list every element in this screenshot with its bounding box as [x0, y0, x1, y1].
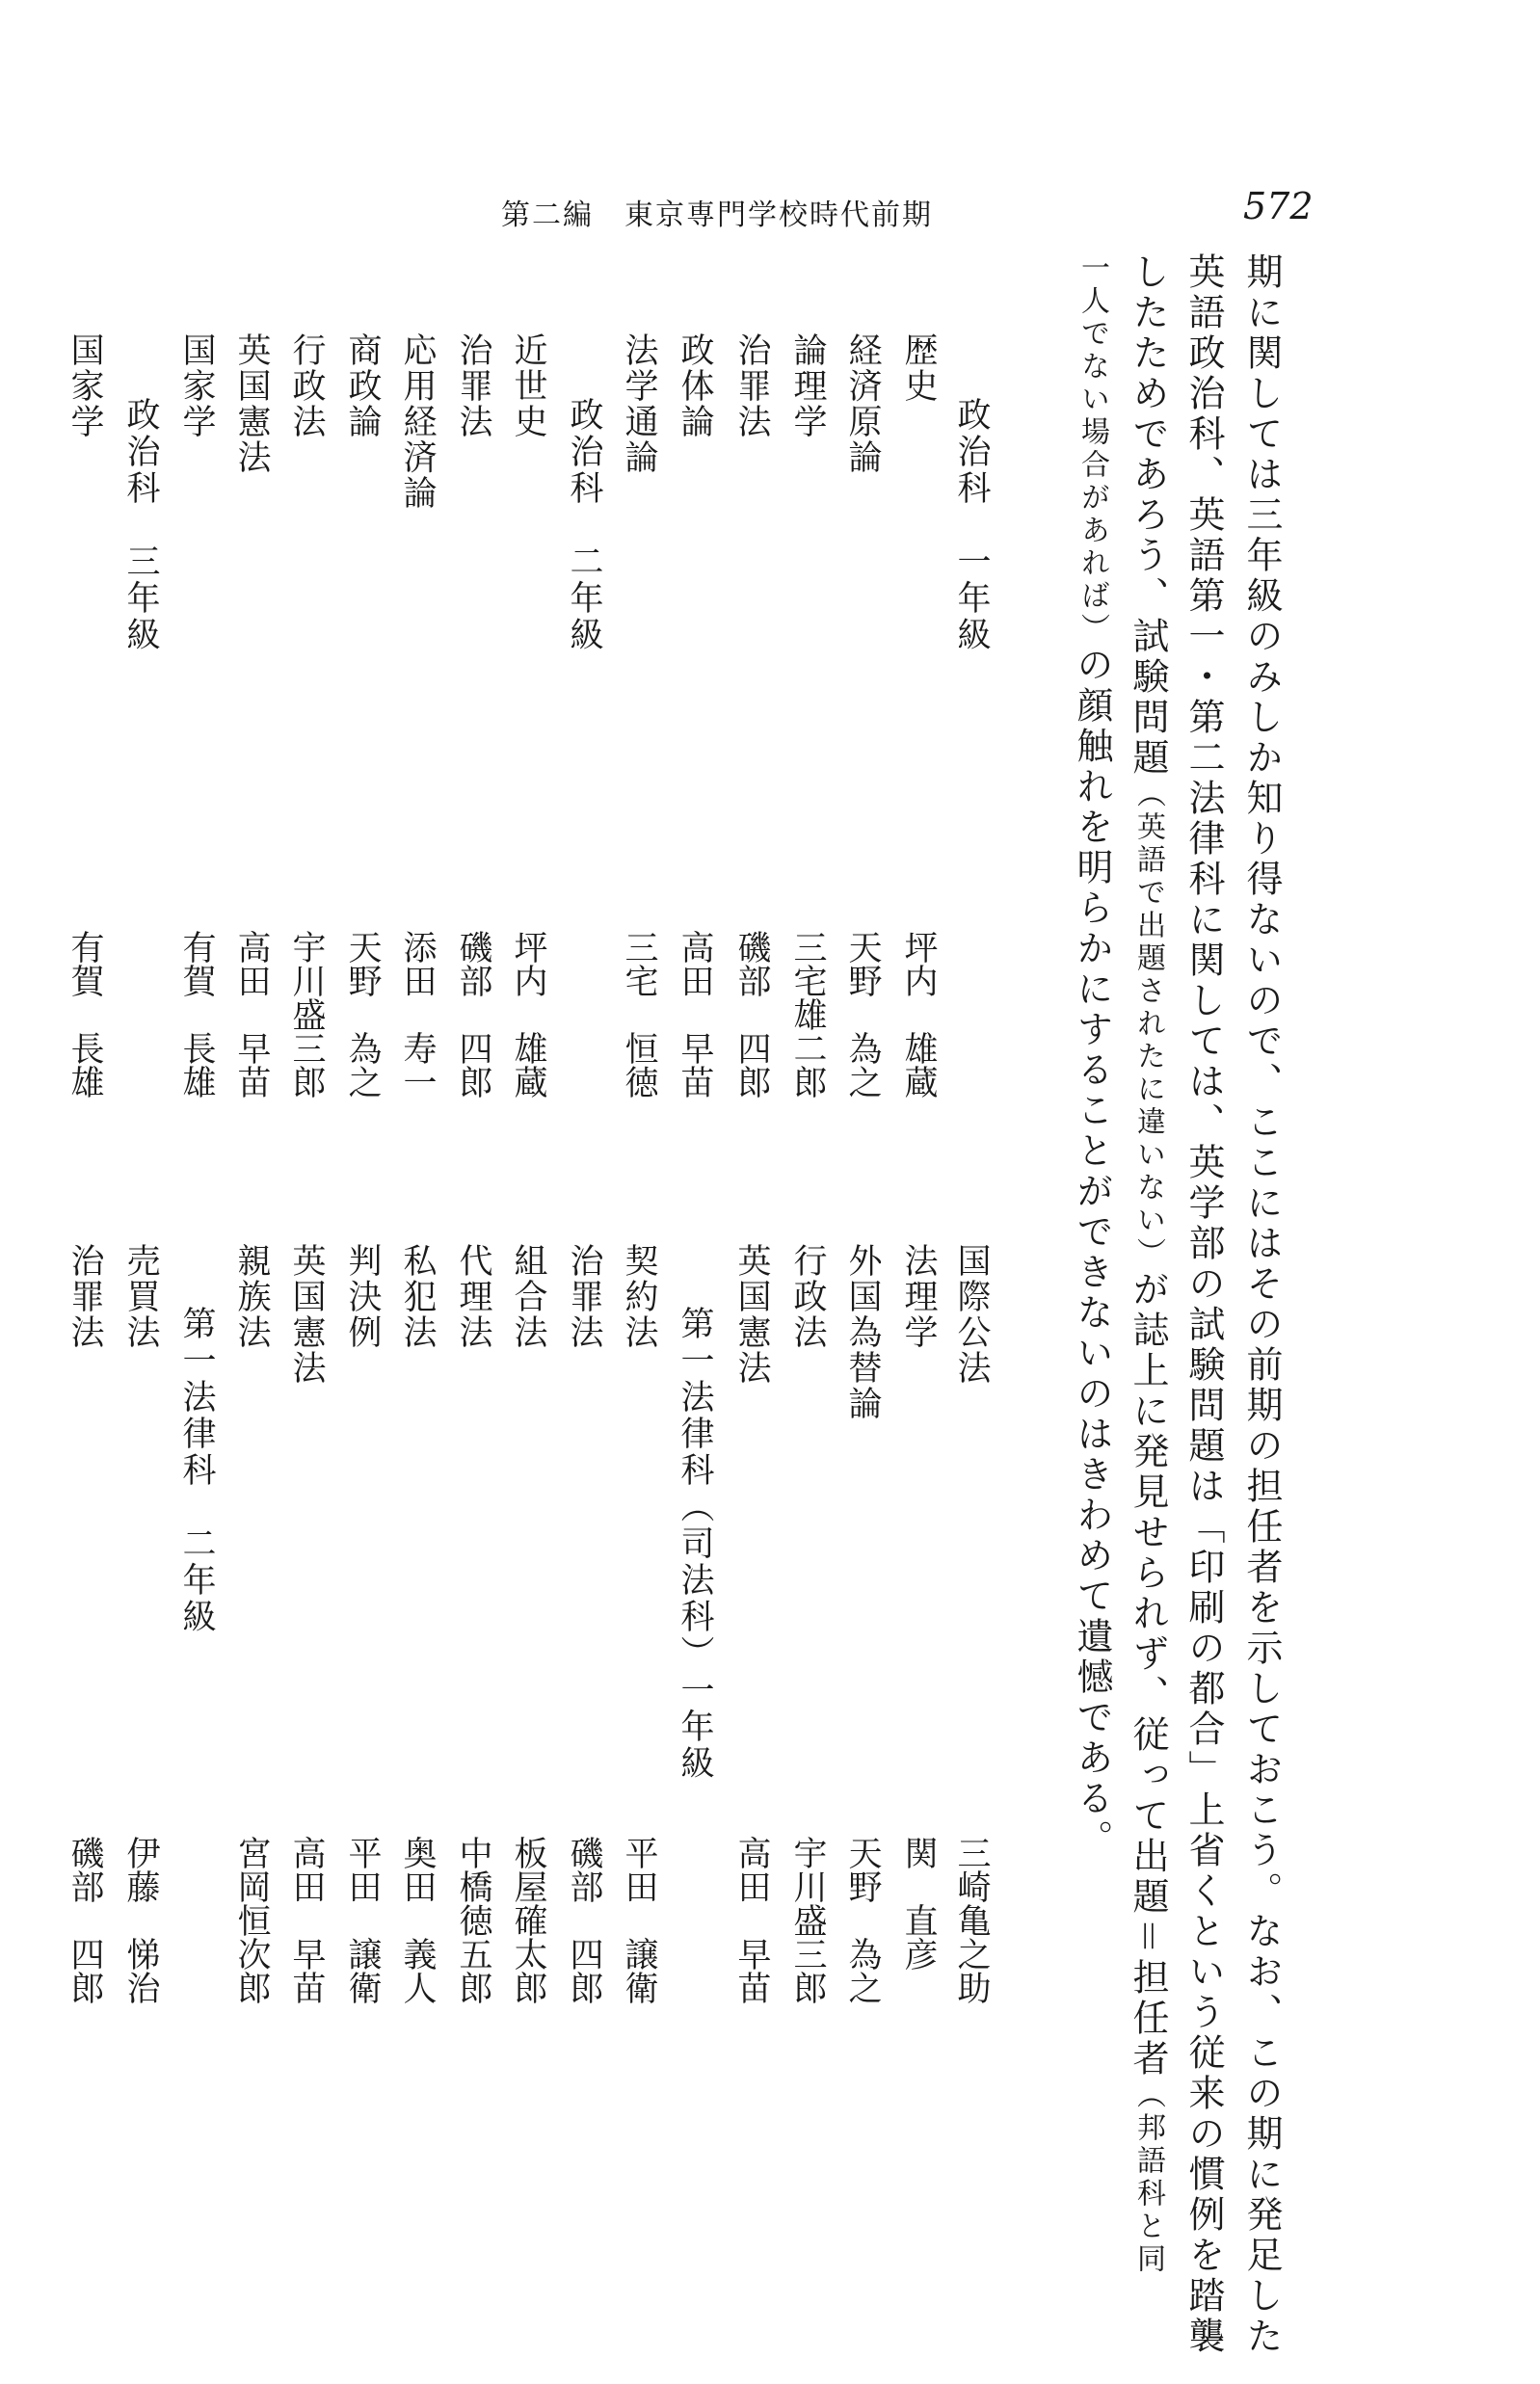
teacher: 磯部 四郎	[454, 930, 492, 1099]
subject: 国家学	[66, 332, 104, 439]
body-line-1	[1240, 252, 1283, 2357]
subject: 政体論	[676, 332, 714, 439]
subject: 歴史	[899, 332, 938, 404]
section-heading-seiji-3: 政治科 三年級	[121, 397, 160, 653]
subject: 判決例	[343, 1243, 382, 1350]
body-line-2	[1182, 252, 1225, 2357]
teacher: 板屋確太郎	[509, 1836, 547, 2004]
section-heading-horitsu-1: 第一法律科（司法科）一年級	[676, 1306, 714, 1782]
subject: 外国為替論	[843, 1243, 882, 1421]
section-heading-horitsu-2: 第一法律科 二年級	[177, 1306, 216, 1635]
teacher: 添田 寿一	[398, 930, 437, 1099]
subject: 治罪法	[66, 1243, 104, 1350]
subject: 治罪法	[565, 1243, 603, 1350]
subject: 法学通論	[620, 332, 658, 475]
subject: 商政論	[343, 332, 382, 439]
subject: 英国憲法	[232, 332, 271, 475]
subject: 私犯法	[398, 1243, 437, 1350]
teacher: 天野 為之	[843, 930, 882, 1099]
body-text: 期に関しては三年級のみしか知り得ないので、ここにはその前期の担任者を示しておこう。なお、この期に発足した	[1240, 252, 1283, 2357]
teacher: 宇川盛三郎	[788, 1836, 827, 2004]
subject: 行政法	[287, 332, 326, 439]
subject: 国家学	[177, 332, 216, 439]
teacher: 中橋徳五郎	[454, 1836, 492, 2004]
subject: 代理法	[454, 1243, 492, 1350]
teacher: 天野 為之	[843, 1836, 882, 2004]
subject: 英国憲法	[287, 1243, 326, 1386]
body-line-3	[1127, 252, 1169, 2277]
body-text: の顔触れを明らかにすることができないのはきわめて遺憾である。	[1071, 646, 1113, 1860]
subject: 論理学	[788, 332, 827, 439]
teacher: 天野 為之	[343, 930, 382, 1099]
subject: 経済原論	[843, 332, 882, 475]
teacher: 有賀 長雄	[66, 930, 104, 1099]
subject: 組合法	[509, 1243, 547, 1350]
section-heading-seiji-2: 政治科 二年級	[565, 397, 603, 653]
teacher: 高田 早苗	[676, 930, 714, 1099]
body-text: 英語政治科、英語第一・第二法律科に関しては、英学部の試験問題は「印刷の都合」上省くという従来の慣例を踏襲	[1182, 252, 1225, 2357]
subject: 治罪法	[732, 332, 771, 439]
teacher: 宮岡恒次郎	[232, 1836, 271, 2004]
teacher: 高田 早苗	[732, 1836, 771, 2004]
subject: 行政法	[788, 1243, 827, 1350]
teacher: 磯部 四郎	[732, 930, 771, 1099]
subject: 法理学	[899, 1243, 938, 1350]
body-text: が誌上に発見せられず、従って出題＝担任者	[1127, 1270, 1169, 2080]
teacher: 坪内 雄蔵	[509, 930, 547, 1099]
section-heading-seiji-1: 政治科 一年級	[952, 397, 991, 653]
teacher: 坪内 雄蔵	[899, 930, 938, 1099]
teacher: 高田 早苗	[287, 1836, 326, 2004]
subject: 売買法	[121, 1243, 160, 1350]
teacher: 高田 早苗	[232, 930, 271, 1099]
teacher: 平田 譲衛	[620, 1836, 658, 2004]
teacher: 宇川盛三郎	[287, 930, 326, 1099]
subject: 近世史	[509, 332, 547, 439]
subject: 応用経済論	[398, 332, 437, 511]
body-note: 一人でない場合があれば）	[1075, 252, 1109, 646]
teacher: 奥田 義人	[398, 1836, 437, 2004]
subject: 治罪法	[454, 332, 492, 439]
body-note: （邦語科と同	[1131, 2079, 1165, 2277]
subject: 契約法	[620, 1243, 658, 1350]
teacher: 関 直彦	[899, 1836, 938, 1971]
subject: 親族法	[232, 1243, 271, 1350]
teacher: 三宅 恒徳	[620, 930, 658, 1099]
teacher: 三宅雄二郎	[788, 930, 827, 1099]
teacher: 三崎亀之助	[952, 1836, 991, 2004]
body-line-4	[1071, 252, 1113, 1860]
page-number: 572	[1243, 185, 1314, 227]
teacher: 伊藤 悌治	[121, 1836, 160, 2004]
body-note: （英語で出題されたに違いない）	[1131, 779, 1165, 1270]
teacher: 磯部 四郎	[565, 1836, 603, 2004]
teacher: 有賀 長雄	[177, 930, 216, 1099]
subject: 英国憲法	[732, 1243, 771, 1386]
body-text: したためであろう、試験問題	[1127, 252, 1169, 779]
teacher: 磯部 四郎	[66, 1836, 104, 2004]
teacher: 平田 譲衛	[343, 1836, 382, 2004]
subject: 国際公法	[952, 1243, 991, 1386]
running-header: 第二編 東京専門学校時代前期	[501, 199, 933, 232]
